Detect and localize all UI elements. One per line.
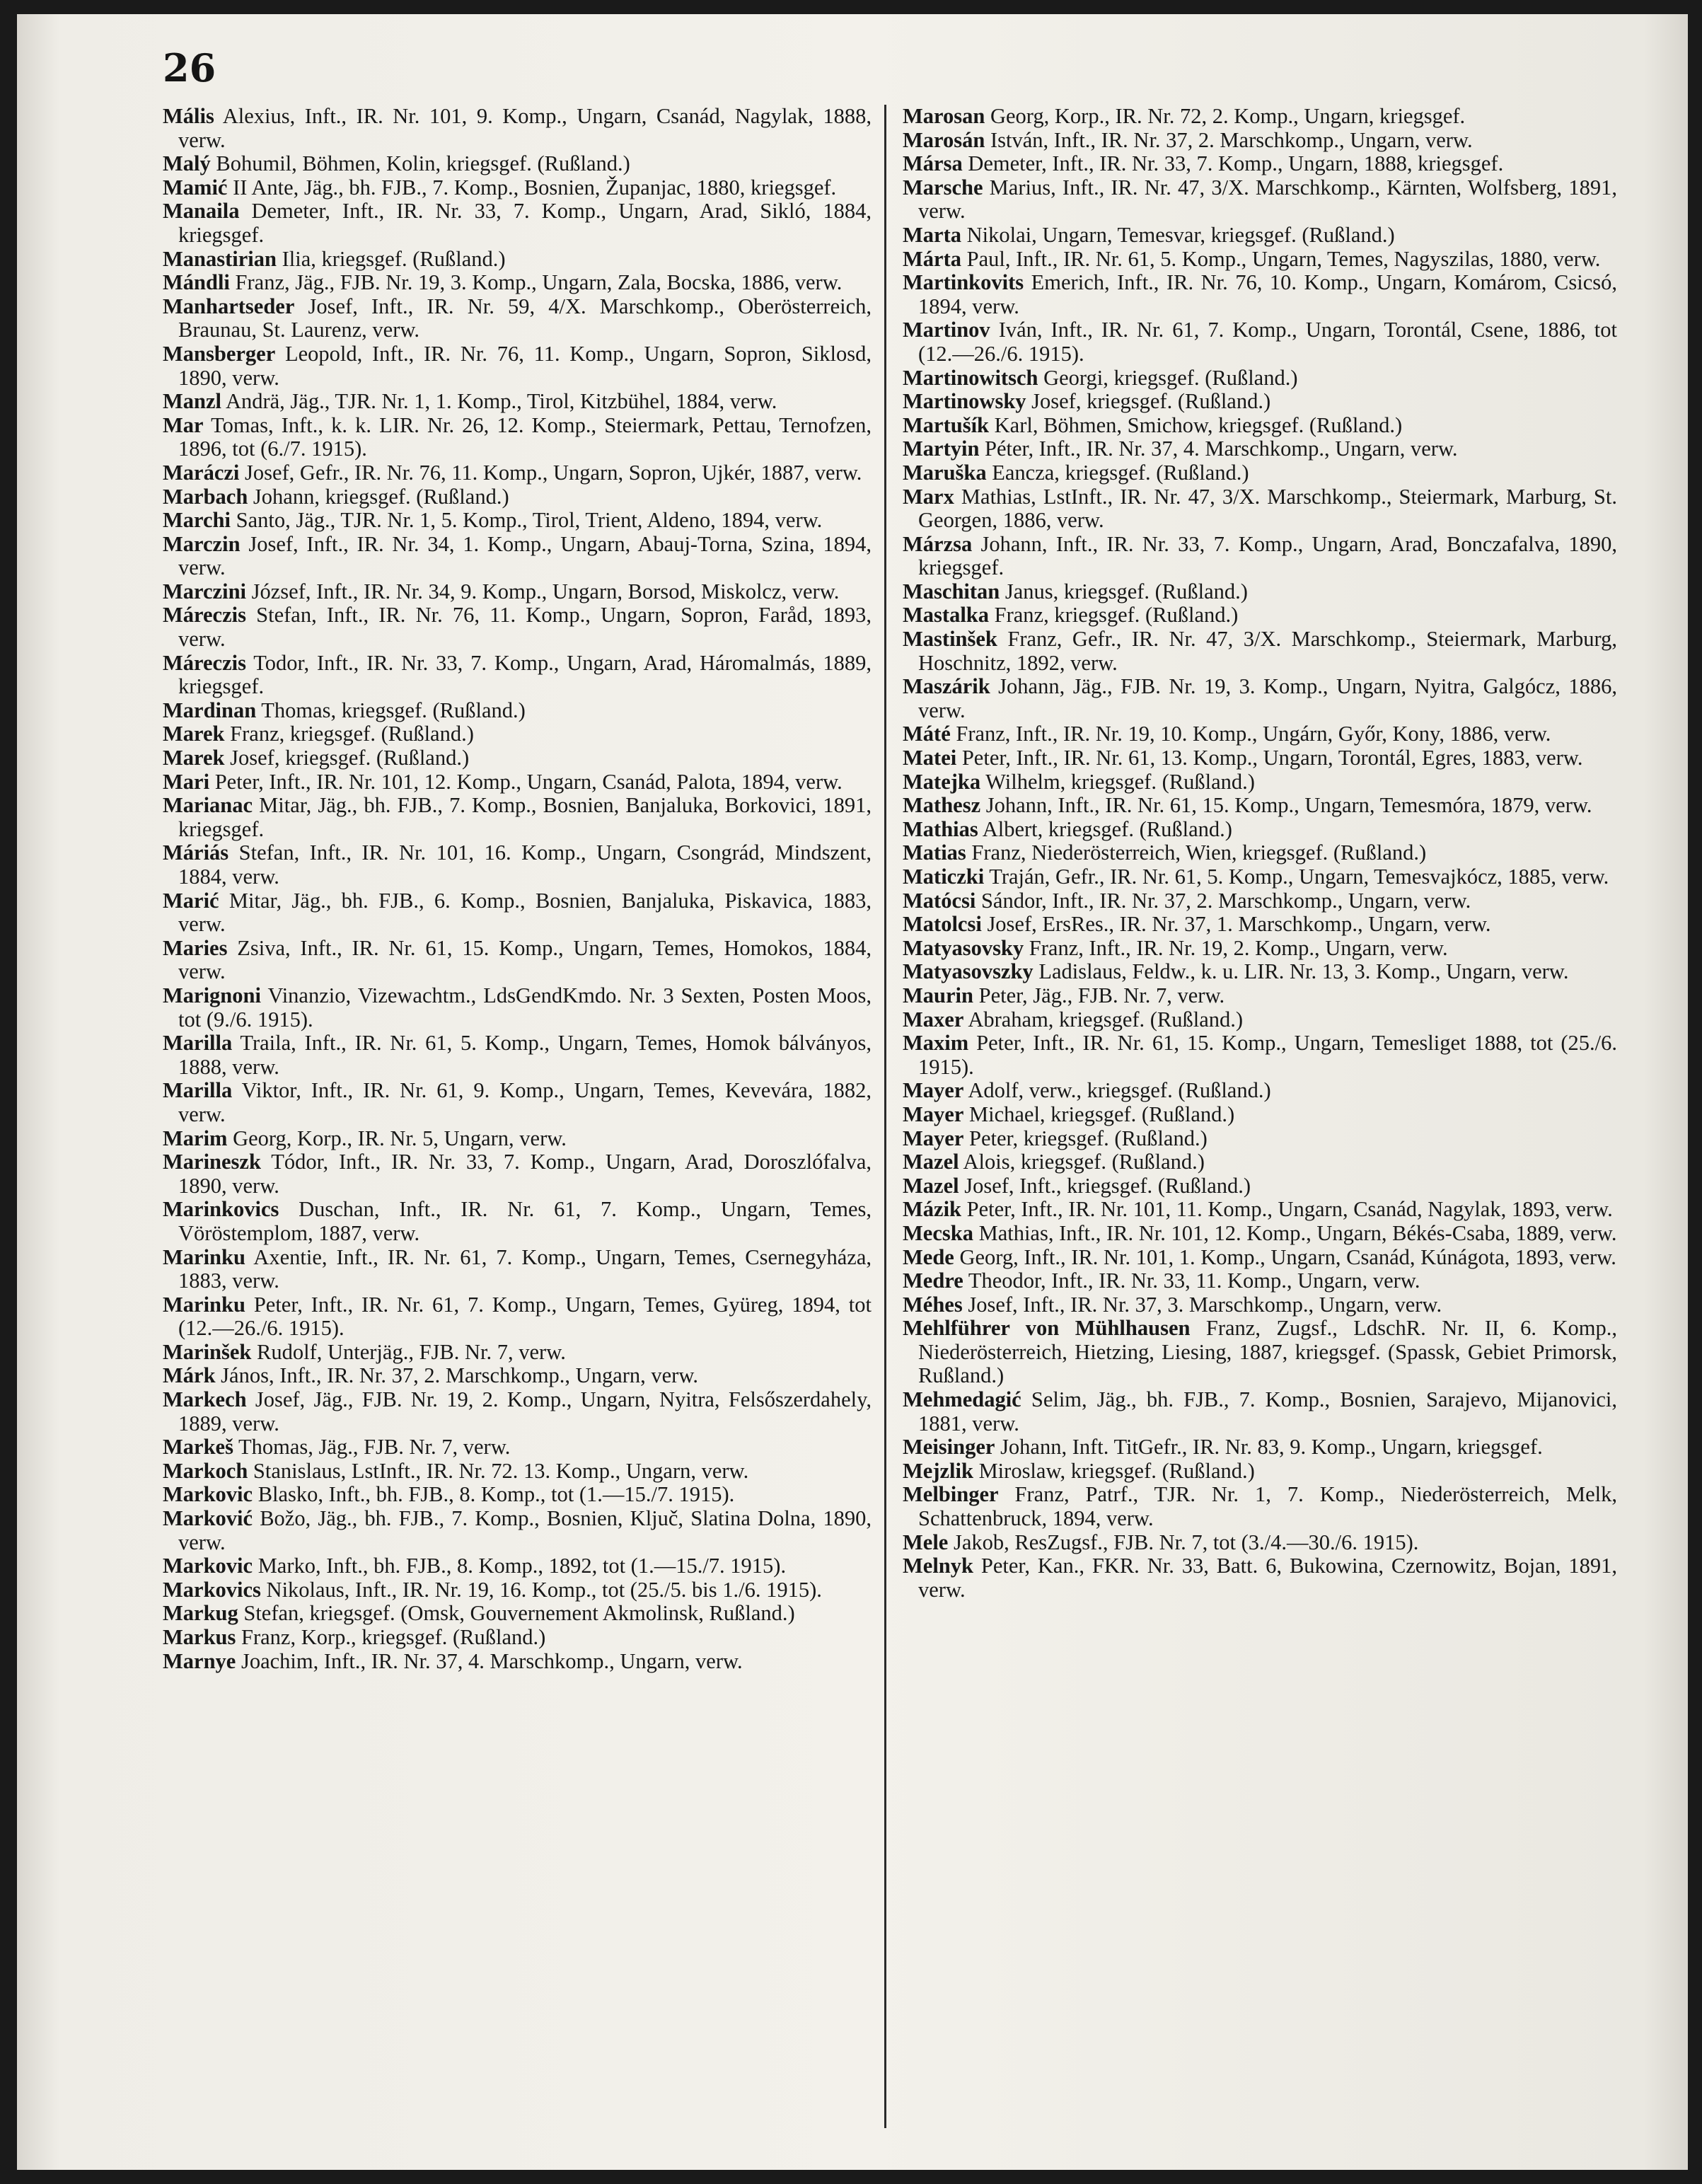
entry-details: Josef, Jäg., FJB. Nr. 19, 2. Komp., Ungarn, Nyitra, Felsőszerdahely, 1889, verw.: [178, 1387, 872, 1435]
entry-details: Peter, Inft., IR. Nr. 61, 13. Komp., Ungarn, Torontál, Egres, 1883, verw.: [956, 746, 1583, 770]
entry-surname: Marim: [163, 1126, 228, 1150]
entry-details: Mathias, LstInft., IR. Nr. 47, 3/X. Marschkomp., Steiermark, Marburg, St. Georgen, 1886, verw.: [918, 484, 1617, 533]
entry-details: Miroslaw, kriegsgef. (Rußland.): [973, 1458, 1255, 1483]
register-entry: [163, 342, 872, 390]
entry-details: Franz, Patrf., TJR. Nr. 1, 7. Komp., Niederösterreich, Melk, Schattenbruck, 1894, verw.: [918, 1482, 1617, 1531]
entry-surname: Máreczis: [163, 650, 246, 675]
register-entry: [903, 437, 1617, 461]
entry-surname: Marek: [163, 722, 225, 746]
register-entry: [903, 1008, 1617, 1032]
entry-surname: Mális: [163, 104, 214, 128]
entry-details: Andrä, Jäg., TJR. Nr. 1, 1. Komp., Tirol, Kitzbühel, 1884, verw.: [221, 389, 777, 414]
entry-surname: Marosán: [903, 127, 985, 152]
register-entry: [903, 1293, 1617, 1317]
entry-details: Thomas, kriegsgef. (Rußland.): [256, 698, 526, 722]
entry-surname: Marnye: [163, 1648, 236, 1673]
entry-surname: Markech: [163, 1387, 247, 1412]
register-entry: [163, 746, 872, 770]
entry-surname: Marx: [903, 484, 954, 509]
entry-surname: Mecska: [903, 1220, 973, 1245]
register-entry: [163, 699, 872, 723]
entry-details: Peter, Jäg., FJB. Nr. 7, verw.: [973, 983, 1225, 1007]
entry-surname: Marignoni: [163, 983, 261, 1007]
entry-details: Josef, Inft., IR. Nr. 37, 3. Marschkomp., Ungarn, verw.: [962, 1292, 1442, 1317]
entry-surname: Martinowitsch: [903, 365, 1038, 390]
register-entry: [903, 628, 1617, 675]
entry-details: Peter, Kan., FKR. Nr. 33, Batt. 6, Bukowina, Czernowitz, Bojan, 1891, verw.: [918, 1554, 1617, 1602]
register-entry: [163, 1198, 872, 1245]
entry-details: Blasko, Inft., bh. FJB., 8. Komp., tot (1.—15./7. 1915).: [253, 1482, 735, 1507]
entry-surname: Markovic: [163, 1482, 253, 1507]
entry-details: Johann, Inft. TitGefr., IR. Nr. 83, 9. Komp., Ungarn, kriegsgef.: [995, 1435, 1543, 1460]
register-entry: [163, 1650, 872, 1674]
entry-details: Franz, Inft., IR. Nr. 19, 2. Komp., Ungarn, verw.: [1024, 935, 1448, 960]
register-entry: [903, 1269, 1617, 1293]
entry-details: Franz, Inft., IR. Nr. 19, 10. Komp., Ungárn, Győr, Kony, 1886, verw.: [950, 722, 1551, 746]
entry-details: Georgi, kriegsgef. (Rußland.): [1038, 365, 1298, 390]
entry-surname: Matei: [903, 746, 957, 770]
register-entry: [163, 794, 872, 841]
entry-details: Jakob, ResZugsf., FJB. Nr. 7, tot (3./4.—30./6. 1915).: [948, 1530, 1419, 1554]
entry-surname: Mardinan: [163, 698, 257, 722]
register-entry: [163, 841, 872, 889]
entry-details: Peter, Inft., IR. Nr. 101, 11. Komp., Ungarn, Csanád, Nagylak, 1893, verw.: [961, 1197, 1613, 1222]
entry-surname: Mamić: [163, 175, 228, 200]
register-entry: [163, 390, 872, 414]
entry-details: Michael, kriegsgef. (Rußland.): [963, 1102, 1235, 1126]
register-entry: [903, 1246, 1617, 1270]
entry-surname: Marbach: [163, 484, 248, 509]
entry-details: Josef, kriegsgef. (Rußland.): [1026, 389, 1271, 414]
register-entry: [903, 746, 1617, 770]
entry-surname: Mastalka: [903, 603, 989, 628]
entry-surname: Maurin: [903, 983, 973, 1007]
register-entry: [903, 1079, 1617, 1103]
entry-details: Johann, Inft., IR. Nr. 61, 15. Komp., Ungarn, Temesmóra, 1879, verw.: [980, 793, 1592, 818]
entry-surname: Markus: [163, 1625, 236, 1649]
entry-details: Vinanzio, Vizewachtm., LdsGendKmdo. Nr. 3 Sexten, Posten Moos, tot (9./6. 1915).: [178, 983, 872, 1032]
entry-surname: Mede: [903, 1244, 954, 1269]
register-entry: [163, 1341, 872, 1365]
entry-details: Peter, Inft., IR. Nr. 61, 7. Komp., Ungarn, Temes, Gyüreg, 1894, tot (12.—26./6. 1915).: [178, 1292, 872, 1341]
left-column: [163, 105, 872, 1673]
entry-details: Thomas, Jäg., FJB. Nr. 7, verw.: [233, 1435, 511, 1460]
register-entry: [163, 200, 872, 247]
entry-surname: Marczin: [163, 531, 241, 556]
entry-details: Georg, Inft., IR. Nr. 101, 1. Komp., Ungarn, Csanád, Kúnágota, 1893, verw.: [954, 1244, 1616, 1269]
entry-surname: Martinkovits: [903, 270, 1024, 295]
entry-details: Johann, kriegsgef. (Rußland.): [248, 484, 509, 509]
entry-details: Viktor, Inft., IR. Nr. 61, 9. Komp., Ungarn, Temes, Kevevára, 1882, verw.: [178, 1078, 872, 1126]
entry-surname: Márk: [163, 1363, 216, 1388]
entry-details: József, Inft., IR. Nr. 34, 9. Komp., Ungarn, Borsod, Miskolcz, verw.: [246, 579, 840, 603]
entry-details: Josef, ErsRes., IR. Nr. 37, 1. Marschkomp., Ungarn, verw.: [981, 912, 1491, 937]
entry-surname: Marchi: [163, 508, 231, 533]
register-entry: [163, 722, 872, 746]
entry-details: II Ante, Jäg., bh. FJB., 7. Komp., Bosnien, Županjac, 1880, kriegsgef.: [227, 175, 837, 200]
entry-details: Janus, kriegsgef. (Rußland.): [1000, 579, 1248, 603]
entry-surname: Máreczis: [163, 603, 246, 628]
entry-details: János, Inft., IR. Nr. 37, 2. Marschkomp., Ungarn, verw.: [215, 1363, 699, 1388]
entry-surname: Marek: [163, 746, 225, 770]
entry-details: Peter, Inft., IR. Nr. 101, 12. Komp., Ungarn, Csanád, Palota, 1894, verw.: [209, 769, 843, 794]
entry-details: Georg, Korp., IR. Nr. 5, Ungarn, verw.: [227, 1126, 567, 1150]
entry-details: Theodor, Inft., IR. Nr. 33, 11. Komp., Ungarn, verw.: [963, 1269, 1420, 1293]
entry-surname: Maries: [163, 935, 228, 960]
register-entry: [903, 1531, 1617, 1555]
register-entry: [903, 105, 1617, 129]
entry-details: Josef, Gefr., IR. Nr. 76, 11. Komp., Ungarn, Sopron, Ujkér, 1887, verw.: [239, 460, 862, 485]
register-entry: [163, 1246, 872, 1293]
entry-details: Franz, kriegsgef. (Rußland.): [224, 722, 474, 746]
entry-surname: Maszárik: [903, 674, 990, 699]
entry-details: Johann, Inft., IR. Nr. 33, 7. Komp., Ungarn, Arad, Bonczafalva, 1890, kriegsgef.: [918, 531, 1617, 580]
entry-surname: Medre: [903, 1269, 963, 1293]
entry-details: Franz, Zugsf., LdschR. Nr. II, 6. Komp., Niederösterreich, Hietzing, Liesing, 1887, kriegsgef. (Spassk, Gebiet Primorsk, Rußland.): [918, 1316, 1617, 1388]
entry-surname: Marosan: [903, 104, 985, 128]
entry-surname: Mándli: [163, 270, 230, 295]
entry-surname: Maschitan: [903, 579, 1000, 603]
entry-details: Stefan, Inft., IR. Nr. 76, 11. Komp., Ungarn, Sopron, Faråd, 1893, verw.: [178, 603, 872, 652]
entry-details: Rudolf, Unterjäg., FJB. Nr. 7, verw.: [251, 1339, 566, 1364]
entry-surname: Mastinšek: [903, 627, 997, 652]
entry-details: Adolf, verw., kriegsgef. (Rußland.): [963, 1078, 1271, 1103]
register-entry: [163, 1127, 872, 1151]
register-entry: [163, 1435, 872, 1460]
register-entry: [903, 224, 1617, 248]
entry-surname: Matias: [903, 840, 966, 865]
entry-details: Peter, Inft., IR. Nr. 61, 15. Komp., Ungarn, Temesliget 1888, tot (25./6. 1915).: [918, 1031, 1617, 1079]
entry-surname: Matyasovszky: [903, 959, 1034, 984]
entry-details: Abraham, kriegsgef. (Rußland.): [963, 1007, 1244, 1032]
register-entry: [903, 1388, 1617, 1435]
register-entry: [903, 461, 1617, 485]
entry-details: Emerich, Inft., IR. Nr. 76, 10. Komp., Ungarn, Komárom, Csicsó, 1894, verw.: [918, 270, 1617, 318]
entry-surname: Marinšek: [163, 1339, 252, 1364]
register-entry: [163, 414, 872, 461]
entry-surname: Markeš: [163, 1435, 233, 1460]
register-entry: [903, 1150, 1617, 1174]
entry-surname: Mari: [163, 769, 210, 794]
entry-surname: Marinku: [163, 1292, 245, 1317]
entry-surname: Matyasovsky: [903, 935, 1024, 960]
entry-details: Eancza, kriegsgef. (Rußland.): [986, 460, 1249, 485]
entry-details: Franz, Korp., kriegsgef. (Rußland.): [236, 1625, 546, 1649]
entry-surname: Mársa: [903, 151, 963, 176]
entry-details: Božo, Jäg., bh. FJB., 7. Komp., Bosnien, Ključ, Slatina Dolna, 1890, verw.: [178, 1506, 872, 1554]
register-entry: [163, 461, 872, 485]
entry-details: Tomas, Inft., k. k. LIR. Nr. 26, 12. Komp., Steiermark, Pettau, Ternofzen, 1896, tot (6./7. 1915).: [178, 412, 872, 461]
register-entry: [903, 603, 1617, 628]
entry-surname: Mayer: [903, 1078, 964, 1103]
entry-details: Tódor, Inft., IR. Nr. 33, 7. Komp., Ungarn, Arad, Doroszlófalva, 1890, verw.: [178, 1150, 872, 1198]
entry-surname: Mele: [903, 1530, 949, 1554]
entry-surname: Markug: [163, 1601, 238, 1626]
entry-surname: Markovic: [163, 1554, 253, 1578]
register-entry: [163, 1079, 872, 1126]
register-entry: [163, 1460, 872, 1484]
register-entry: [163, 295, 872, 342]
entry-surname: Meisinger: [903, 1435, 995, 1460]
entry-surname: Mehlführer von Mühlhausen: [903, 1316, 1191, 1341]
entry-details: Alexius, Inft., IR. Nr. 101, 9. Komp., Ungarn, Csanád, Nagylak, 1888, verw.: [178, 104, 872, 152]
entry-surname: Maxer: [903, 1007, 964, 1032]
register-entry: [903, 1483, 1617, 1530]
register-entry: [903, 1222, 1617, 1246]
register-entry: [903, 1127, 1617, 1151]
register-entry: [903, 889, 1617, 913]
entry-surname: Mazel: [903, 1150, 959, 1174]
entry-surname: Matolcsi: [903, 912, 982, 937]
register-entry: [163, 1554, 872, 1578]
right-column: [903, 105, 1617, 1602]
register-entry: [903, 937, 1617, 961]
entry-surname: Matócsi: [903, 888, 976, 913]
register-entry: [903, 1317, 1617, 1388]
register-entry: [903, 841, 1617, 865]
entry-surname: Manzl: [163, 389, 222, 414]
entry-details: Demeter, Inft., IR. Nr. 33, 7. Komp., Ungarn, 1888, kriegsgef.: [962, 151, 1504, 176]
entry-details: Georg, Korp., IR. Nr. 72, 2. Komp., Ungarn, kriegsgef.: [985, 104, 1466, 128]
entry-surname: Maráczi: [163, 460, 240, 485]
entry-details: Mitar, Jäg., bh. FJB., 6. Komp., Bosnien, Banjaluka, Piskavica, 1883, verw.: [178, 888, 872, 937]
register-entry: [163, 1293, 872, 1341]
entry-details: István, Inft., IR. Nr. 37, 2. Marschkomp., Ungarn, verw.: [985, 127, 1473, 152]
entry-surname: Máriás: [163, 840, 229, 865]
register-entry: [163, 1626, 872, 1650]
entry-surname: Martinov: [903, 318, 990, 342]
entry-surname: Marinku: [163, 1244, 245, 1269]
entry-surname: Markoch: [163, 1458, 248, 1483]
entry-surname: Márzsa: [903, 531, 973, 556]
entry-surname: Márta: [903, 246, 961, 271]
entry-details: Duschan, Inft., IR. Nr. 61, 7. Komp., Ungarn, Temes, Vöröstemplom, 1887, verw.: [178, 1197, 872, 1245]
entry-surname: Martinowsky: [903, 389, 1026, 414]
register-entry: [903, 1198, 1617, 1222]
entry-surname: Méhes: [903, 1292, 963, 1317]
entry-details: Josef, Inft., IR. Nr. 59, 4/X. Marschkomp., Oberösterreich, Braunau, St. Laurenz, verw.: [178, 294, 872, 342]
entry-details: Traján, Gefr., IR. Nr. 61, 5. Komp., Ungarn, Temesvajkócz, 1885, verw.: [984, 865, 1609, 889]
entry-surname: Máté: [903, 722, 951, 746]
register-entry: [903, 984, 1617, 1008]
register-entry: [163, 603, 872, 651]
register-entry: [163, 1364, 872, 1388]
entry-surname: Mayer: [903, 1126, 964, 1150]
entry-details: Ladislaus, Feldw., k. u. LIR. Nr. 13, 3. Komp., Ungarn, verw.: [1033, 959, 1569, 984]
register-entry: [163, 152, 872, 176]
entry-details: Ilia, kriegsgef. (Rußland.): [276, 246, 506, 271]
column-divider: [884, 105, 886, 2128]
register-entry: [903, 913, 1617, 937]
entry-details: Stefan, Inft., IR. Nr. 101, 16. Komp., Ungarn, Csongrád, Mindszent, 1884, verw.: [178, 840, 872, 889]
entry-details: Axentie, Inft., IR. Nr. 61, 7. Komp., Ungarn, Temes, Csernegyháza, 1883, verw.: [178, 1244, 872, 1293]
entry-surname: Mansberger: [163, 341, 276, 366]
entry-details: Selim, Jäg., bh. FJB., 7. Komp., Bosnien, Sarajevo, Mijanovici, 1881, verw.: [918, 1387, 1617, 1435]
entry-surname: Markovics: [163, 1577, 261, 1602]
entry-details: Peter, kriegsgef. (Rußland.): [963, 1126, 1208, 1150]
register-entry: [163, 1602, 872, 1626]
register-entry: [903, 390, 1617, 414]
page: [17, 14, 1688, 2170]
register-entry: [903, 580, 1617, 604]
entry-details: Leopold, Inft., IR. Nr. 76, 11. Komp., Ungarn, Sopron, Siklosd, 1890, verw.: [178, 341, 872, 390]
entry-details: Traila, Inft., IR. Nr. 61, 5. Komp., Ungarn, Temes, Homok bálványos, 1888, verw.: [178, 1031, 872, 1079]
entry-surname: Mejzlik: [903, 1458, 973, 1483]
register-entry: [903, 176, 1617, 224]
entry-details: Josef, Inft., IR. Nr. 34, 1. Komp., Ungarn, Abauj-Torna, Szina, 1894, verw.: [178, 531, 872, 580]
entry-details: Nikolaus, Inft., IR. Nr. 19, 16. Komp., tot (25./5. bis 1./6. 1915).: [260, 1577, 822, 1602]
entry-details: Johann, Jäg., FJB. Nr. 19, 3. Komp., Ungarn, Nyitra, Galgócz, 1886, verw.: [918, 674, 1617, 722]
entry-details: Josef, Inft., kriegsgef. (Rußland.): [959, 1173, 1251, 1198]
entry-details: Karl, Böhmen, Smichow, kriegsgef. (Rußland.): [989, 412, 1403, 437]
register-entry: [163, 937, 872, 984]
register-entry: [903, 675, 1617, 722]
register-entry: [903, 794, 1617, 818]
register-entry: [163, 248, 872, 272]
entry-details: Stanislaus, LstInft., IR. Nr. 72. 13. Komp., Ungarn, verw.: [248, 1458, 749, 1483]
register-entry: [903, 1460, 1617, 1484]
register-entry: [903, 722, 1617, 746]
entry-surname: Marta: [903, 222, 961, 247]
register-entry: [903, 248, 1617, 272]
entry-details: Marko, Inft., bh. FJB., 8. Komp., 1892, tot (1.—15./7. 1915).: [253, 1554, 787, 1578]
register-entry: [163, 271, 872, 295]
register-entry: [163, 485, 872, 509]
entry-surname: Manastirian: [163, 246, 277, 271]
entry-surname: Martyin: [903, 437, 980, 461]
entry-details: Franz, kriegsgef. (Rußland.): [989, 603, 1239, 628]
register-entry: [163, 533, 872, 580]
entry-surname: Marilla: [163, 1078, 233, 1103]
register-entry: [903, 271, 1617, 318]
entry-details: Péter, Inft., IR. Nr. 37, 4. Marschkomp., Ungarn, verw.: [979, 437, 1458, 461]
register-entry: [163, 176, 872, 200]
register-entry: [903, 1103, 1617, 1127]
entry-details: Marius, Inft., IR. Nr. 47, 3/X. Marschkomp., Kärnten, Wolfsberg, 1891, verw.: [918, 175, 1617, 224]
register-entry: [903, 129, 1617, 153]
register-entry: [163, 105, 872, 152]
register-entry: [903, 960, 1617, 984]
entry-surname: Maticzki: [903, 865, 985, 889]
register-entry: [163, 889, 872, 937]
register-entry: [163, 509, 872, 533]
register-entry: [903, 1174, 1617, 1198]
entry-surname: Melnyk: [903, 1554, 973, 1578]
entry-surname: Marineszk: [163, 1150, 261, 1174]
entry-details: Wilhelm, kriegsgef. (Rußland.): [980, 769, 1255, 794]
entry-surname: Manhartseder: [163, 294, 295, 318]
register-entry: [903, 533, 1617, 580]
register-entry: [903, 366, 1617, 391]
entry-surname: Mathesz: [903, 793, 981, 818]
entry-surname: Mehmedagić: [903, 1387, 1021, 1412]
entry-surname: Matejka: [903, 769, 981, 794]
entry-details: Todor, Inft., IR. Nr. 33, 7. Komp., Ungarn, Arad, Háromalmás, 1889, kriegsgef.: [178, 650, 872, 699]
register-entry: [903, 152, 1617, 176]
entry-surname: Mazel: [903, 1173, 959, 1198]
register-entry: [903, 414, 1617, 438]
entry-details: Sándor, Inft., IR. Nr. 37, 2. Marschkomp., Ungarn, verw.: [976, 888, 1471, 913]
register-entry: [903, 1435, 1617, 1460]
register-entry: [163, 1507, 872, 1554]
entry-surname: Mázik: [903, 1197, 962, 1222]
entry-surname: Martušík: [903, 412, 989, 437]
entry-surname: Mayer: [903, 1102, 964, 1126]
register-entry: [163, 652, 872, 699]
entry-details: Franz, Jäg., FJB. Nr. 19, 3. Komp., Ungarn, Zala, Bocska, 1886, verw.: [229, 270, 843, 295]
entry-surname: Maxim: [903, 1031, 969, 1056]
register-entry: [903, 1032, 1617, 1079]
entry-surname: Marianac: [163, 793, 253, 818]
entry-details: Stefan, kriegsgef. (Omsk, Gouvernement Akmolinsk, Rußland.): [238, 1601, 795, 1626]
register-entry: [163, 770, 872, 795]
register-entry: [163, 1388, 872, 1435]
entry-details: Demeter, Inft., IR. Nr. 33, 7. Komp., Ungarn, Arad, Sikló, 1884, kriegsgef.: [178, 199, 872, 247]
entry-details: Santo, Jäg., TJR. Nr. 1, 5. Komp., Tirol, Trient, Aldeno, 1894, verw.: [231, 508, 823, 533]
register-entry: [163, 1578, 872, 1602]
entry-details: Alois, kriegsgef. (Rußland.): [959, 1150, 1205, 1174]
entry-details: Mitar, Jäg., bh. FJB., 7. Komp., Bosnien, Banjaluka, Borkovici, 1891, kriegsgef.: [178, 793, 872, 841]
register-entry: [903, 865, 1617, 889]
register-entry: [903, 485, 1617, 533]
entry-details: Albert, kriegsgef. (Rußland.): [978, 816, 1232, 841]
register-entry: [163, 1150, 872, 1198]
entry-surname: Marczini: [163, 579, 247, 603]
entry-details: Franz, Niederösterreich, Wien, kriegsgef. (Rußland.): [966, 840, 1427, 865]
entry-surname: Mar: [163, 412, 204, 437]
entry-surname: Marić: [163, 888, 219, 913]
register-entry: [903, 318, 1617, 366]
entry-details: Nikolai, Ungarn, Temesvar, kriegsgef. (Rußland.): [961, 222, 1395, 247]
entry-details: Iván, Inft., IR. Nr. 61, 7. Komp., Ungarn, Torontál, Csene, 1886, tot (12.—26./6. 1915).: [918, 318, 1617, 366]
entry-surname: Marsche: [903, 175, 983, 200]
entry-surname: Manaila: [163, 199, 240, 224]
entry-surname: Mathias: [903, 816, 978, 841]
entry-details: Josef, kriegsgef. (Rußland.): [224, 746, 470, 770]
entry-surname: Maruška: [903, 460, 987, 485]
register-entry: [163, 1032, 872, 1079]
entry-surname: Marilla: [163, 1031, 233, 1056]
page-number: 26: [163, 45, 216, 91]
entry-details: Joachim, Inft., IR. Nr. 37, 4. Marschkomp., Ungarn, verw.: [236, 1648, 743, 1673]
entry-surname: Melbinger: [903, 1482, 999, 1507]
entry-details: Franz, Gefr., IR. Nr. 47, 3/X. Marschkomp., Steiermark, Marburg, Hoschnitz, 1892, verw.: [918, 627, 1617, 675]
register-entry: [903, 770, 1617, 795]
entry-details: Bohumil, Böhmen, Kolin, kriegsgef. (Rußland.): [210, 151, 630, 176]
register-entry: [163, 580, 872, 604]
entry-surname: Marković: [163, 1506, 253, 1531]
register-entry: [163, 984, 872, 1032]
entry-details: Zsiva, Inft., IR. Nr. 61, 15. Komp., Ungarn, Temes, Homokos, 1884, verw.: [178, 935, 872, 984]
entry-surname: Malý: [163, 151, 211, 176]
entry-details: Mathias, Inft., IR. Nr. 101, 12. Komp., Ungarn, Békés-Csaba, 1889, verw.: [973, 1220, 1617, 1245]
register-entry: [903, 818, 1617, 842]
entry-details: Paul, Inft., IR. Nr. 61, 5. Komp., Ungarn, Temes, Nagyszilas, 1880, verw.: [961, 246, 1601, 271]
entry-surname: Marinkovics: [163, 1197, 279, 1222]
register-entry: [903, 1554, 1617, 1602]
register-entry: [163, 1483, 872, 1507]
